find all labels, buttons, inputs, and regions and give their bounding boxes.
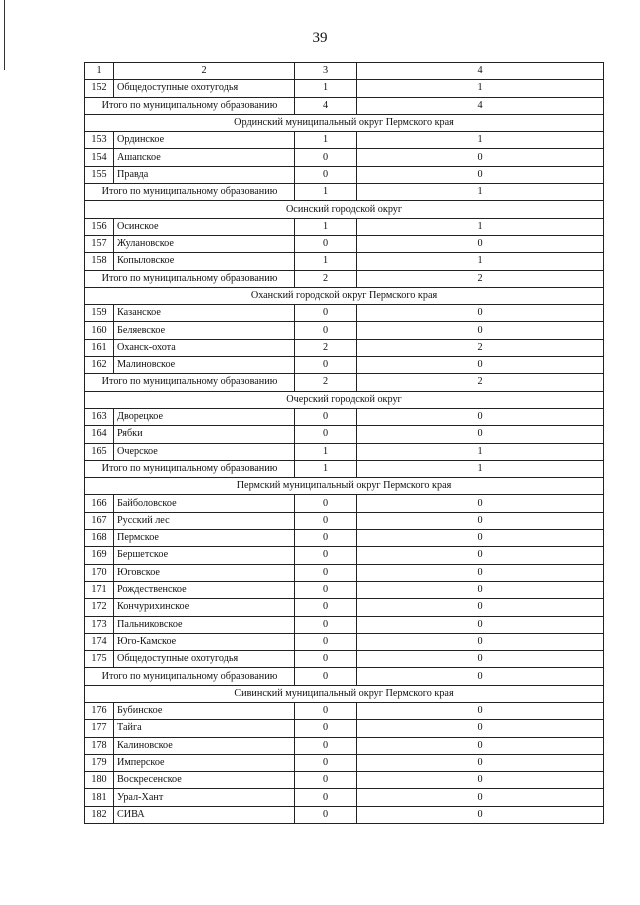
column-4-value-cell: 0 (357, 426, 604, 443)
hunting-ground-name-cell: Кончурихинское (114, 599, 295, 616)
section-header-row (85, 685, 604, 702)
hunting-ground-name-cell: Бубинское (114, 702, 295, 719)
row-number-cell: 173 (85, 616, 114, 633)
table-row (85, 702, 604, 719)
column-4-value-cell: 0 (357, 322, 604, 339)
column-3-value-cell: 0 (295, 616, 357, 633)
column-4-value-cell: 0 (357, 720, 604, 737)
table-row (85, 495, 604, 512)
row-number-cell: 152 (85, 80, 114, 97)
hunting-ground-name-cell: Юговское (114, 564, 295, 581)
header-cell: 1 (85, 63, 114, 80)
table-row (85, 132, 604, 149)
row-number-cell: 171 (85, 581, 114, 598)
row-number-cell: 175 (85, 651, 114, 668)
hunting-ground-name-cell: Жулановское (114, 235, 295, 252)
row-number-cell: 172 (85, 599, 114, 616)
section-header-row (85, 287, 604, 304)
row-number-cell: 164 (85, 426, 114, 443)
column-3-value-cell: 2 (295, 339, 357, 356)
section-title-cell: Очерский городской округ (85, 391, 604, 408)
total-row (85, 184, 604, 201)
row-number-cell: 169 (85, 547, 114, 564)
row-number-cell: 156 (85, 218, 114, 235)
row-number-cell: 180 (85, 772, 114, 789)
section-header-row (85, 201, 604, 218)
column-3-value-cell: 0 (295, 564, 357, 581)
column-3-value-cell: 1 (295, 443, 357, 460)
column-3-value-cell: 0 (295, 235, 357, 252)
column-3-value-cell: 1 (295, 218, 357, 235)
header-cell: 4 (357, 63, 604, 80)
total-column-3-cell: 1 (295, 184, 357, 201)
column-4-value-cell: 0 (357, 357, 604, 374)
row-number-cell: 168 (85, 530, 114, 547)
section-header-row (85, 391, 604, 408)
hunting-grounds-table (84, 62, 604, 824)
column-3-value-cell: 0 (295, 720, 357, 737)
column-4-value-cell: 0 (357, 599, 604, 616)
column-4-value-cell: 0 (357, 702, 604, 719)
table-row (85, 754, 604, 771)
table-row (85, 149, 604, 166)
section-title-cell: Сивинский муниципальный округ Пермского края (85, 685, 604, 702)
section-title-cell: Оханский городской округ Пермского края (85, 287, 604, 304)
total-column-4-cell: 1 (357, 184, 604, 201)
total-label-cell: Итого по муниципальному образованию (85, 97, 295, 114)
table-row (85, 599, 604, 616)
total-column-3-cell: 1 (295, 460, 357, 477)
table-row (85, 789, 604, 806)
hunting-ground-name-cell: Осинское (114, 218, 295, 235)
column-3-value-cell: 0 (295, 426, 357, 443)
table-row (85, 305, 604, 322)
total-label-cell: Итого по муниципальному образованию (85, 374, 295, 391)
row-number-cell: 165 (85, 443, 114, 460)
table-row (85, 357, 604, 374)
hunting-ground-name-cell: Пальниковское (114, 616, 295, 633)
row-number-cell: 166 (85, 495, 114, 512)
hunting-ground-name-cell: Имперское (114, 754, 295, 771)
table-row (85, 426, 604, 443)
column-3-value-cell: 0 (295, 599, 357, 616)
table-row (85, 322, 604, 339)
total-label-cell: Итого по муниципальному образованию (85, 270, 295, 287)
column-3-value-cell: 0 (295, 357, 357, 374)
column-4-value-cell: 0 (357, 235, 604, 252)
column-3-value-cell: 1 (295, 253, 357, 270)
total-column-4-cell: 4 (357, 97, 604, 114)
column-3-value-cell: 0 (295, 806, 357, 823)
row-number-cell: 176 (85, 702, 114, 719)
row-number-cell: 159 (85, 305, 114, 322)
hunting-ground-name-cell: Русский лес (114, 512, 295, 529)
hunting-ground-name-cell: Пермское (114, 530, 295, 547)
column-4-value-cell: 0 (357, 806, 604, 823)
table-row (85, 339, 604, 356)
column-3-value-cell: 0 (295, 737, 357, 754)
total-label-cell: Итого по муниципальному образованию (85, 460, 295, 477)
column-4-value-cell: 0 (357, 512, 604, 529)
row-number-cell: 179 (85, 754, 114, 771)
row-number-cell: 174 (85, 633, 114, 650)
hunting-ground-name-cell: Правда (114, 166, 295, 183)
column-3-value-cell: 0 (295, 512, 357, 529)
column-4-value-cell: 0 (357, 305, 604, 322)
total-label-cell: Итого по муниципальному образованию (85, 668, 295, 685)
hunting-ground-name-cell: Калиновское (114, 737, 295, 754)
table-row (85, 530, 604, 547)
total-column-3-cell: 2 (295, 270, 357, 287)
table-row (85, 253, 604, 270)
hunting-ground-name-cell: Общедоступные охотугодья (114, 651, 295, 668)
table-row (85, 564, 604, 581)
column-3-value-cell: 0 (295, 789, 357, 806)
column-3-value-cell: 0 (295, 149, 357, 166)
column-3-value-cell: 0 (295, 581, 357, 598)
column-3-value-cell: 1 (295, 80, 357, 97)
total-column-4-cell: 1 (357, 460, 604, 477)
column-3-value-cell: 0 (295, 305, 357, 322)
column-4-value-cell: 1 (357, 253, 604, 270)
row-number-cell: 160 (85, 322, 114, 339)
hunting-ground-name-cell: Рождественское (114, 581, 295, 598)
table-row (85, 633, 604, 650)
column-4-value-cell: 0 (357, 166, 604, 183)
total-row (85, 270, 604, 287)
column-3-value-cell: 0 (295, 702, 357, 719)
total-column-3-cell: 0 (295, 668, 357, 685)
hunting-ground-name-cell: Дворецкое (114, 408, 295, 425)
table-body (85, 63, 604, 824)
column-4-value-cell: 0 (357, 616, 604, 633)
table-row (85, 218, 604, 235)
hunting-ground-name-cell: Юго-Камское (114, 633, 295, 650)
table-row (85, 408, 604, 425)
column-3-value-cell: 0 (295, 530, 357, 547)
row-number-cell: 153 (85, 132, 114, 149)
row-number-cell: 158 (85, 253, 114, 270)
page-number: 39 (312, 30, 328, 46)
hunting-ground-name-cell: Оханск-охота (114, 339, 295, 356)
column-4-value-cell: 2 (357, 339, 604, 356)
column-4-value-cell: 0 (357, 149, 604, 166)
column-4-value-cell: 0 (357, 581, 604, 598)
column-3-value-cell: 0 (295, 408, 357, 425)
row-number-cell: 155 (85, 166, 114, 183)
total-column-4-cell: 2 (357, 374, 604, 391)
table-header-row (85, 63, 604, 80)
row-number-cell: 178 (85, 737, 114, 754)
row-number-cell: 163 (85, 408, 114, 425)
column-4-value-cell: 0 (357, 754, 604, 771)
row-number-cell: 182 (85, 806, 114, 823)
hunting-ground-name-cell: Беляевское (114, 322, 295, 339)
column-4-value-cell: 0 (357, 789, 604, 806)
header-cell: 2 (114, 63, 295, 80)
total-column-3-cell: 2 (295, 374, 357, 391)
column-4-value-cell: 0 (357, 408, 604, 425)
total-column-4-cell: 0 (357, 668, 604, 685)
column-4-value-cell: 1 (357, 132, 604, 149)
hunting-ground-name-cell: Ординское (114, 132, 295, 149)
hunting-ground-name-cell: Байболовское (114, 495, 295, 512)
table-row (85, 235, 604, 252)
table-row (85, 166, 604, 183)
hunting-ground-name-cell: Воскресенское (114, 772, 295, 789)
total-column-3-cell: 4 (295, 97, 357, 114)
total-column-4-cell: 2 (357, 270, 604, 287)
total-row (85, 374, 604, 391)
section-title-cell: Пермский муниципальный округ Пермского края (85, 478, 604, 495)
total-label-cell: Итого по муниципальному образованию (85, 184, 295, 201)
row-number-cell: 170 (85, 564, 114, 581)
row-number-cell: 161 (85, 339, 114, 356)
table-row (85, 512, 604, 529)
column-4-value-cell: 0 (357, 495, 604, 512)
hunting-ground-name-cell: Ашапское (114, 149, 295, 166)
table-row (85, 443, 604, 460)
column-3-value-cell: 0 (295, 633, 357, 650)
hunting-ground-name-cell: Казанское (114, 305, 295, 322)
column-4-value-cell: 0 (357, 737, 604, 754)
hunting-ground-name-cell: Общедоступные охотугодья (114, 80, 295, 97)
row-number-cell: 154 (85, 149, 114, 166)
hunting-ground-name-cell: Рябки (114, 426, 295, 443)
row-number-cell: 177 (85, 720, 114, 737)
table-row (85, 547, 604, 564)
table-row (85, 80, 604, 97)
section-title-cell: Осинский городской округ (85, 201, 604, 218)
column-4-value-cell: 1 (357, 443, 604, 460)
header-cell: 3 (295, 63, 357, 80)
table-row (85, 720, 604, 737)
column-3-value-cell: 0 (295, 754, 357, 771)
total-row (85, 668, 604, 685)
hunting-ground-name-cell: СИВА (114, 806, 295, 823)
total-row (85, 97, 604, 114)
column-3-value-cell: 0 (295, 322, 357, 339)
column-4-value-cell: 0 (357, 564, 604, 581)
column-3-value-cell: 0 (295, 166, 357, 183)
table-row (85, 737, 604, 754)
column-4-value-cell: 1 (357, 218, 604, 235)
column-3-value-cell: 1 (295, 132, 357, 149)
section-header-row (85, 114, 604, 131)
column-3-value-cell: 0 (295, 772, 357, 789)
column-3-value-cell: 0 (295, 547, 357, 564)
column-4-value-cell: 1 (357, 80, 604, 97)
row-number-cell: 157 (85, 235, 114, 252)
total-row (85, 460, 604, 477)
hunting-ground-name-cell: Малиновское (114, 357, 295, 374)
section-header-row (85, 478, 604, 495)
row-number-cell: 167 (85, 512, 114, 529)
column-3-value-cell: 0 (295, 495, 357, 512)
table-row (85, 581, 604, 598)
hunting-ground-name-cell: Бершетское (114, 547, 295, 564)
hunting-ground-name-cell: Очерское (114, 443, 295, 460)
column-4-value-cell: 0 (357, 651, 604, 668)
column-4-value-cell: 0 (357, 633, 604, 650)
row-number-cell: 181 (85, 789, 114, 806)
hunting-ground-name-cell: Тайга (114, 720, 295, 737)
row-number-cell: 162 (85, 357, 114, 374)
section-title-cell: Ординский муниципальный округ Пермского края (85, 114, 604, 131)
table-row (85, 616, 604, 633)
column-4-value-cell: 0 (357, 772, 604, 789)
hunting-ground-name-cell: Копыловское (114, 253, 295, 270)
table-row (85, 651, 604, 668)
column-3-value-cell: 0 (295, 651, 357, 668)
table-row (85, 806, 604, 823)
hunting-ground-name-cell: Урал-Хант (114, 789, 295, 806)
table-row (85, 772, 604, 789)
column-4-value-cell: 0 (357, 530, 604, 547)
column-4-value-cell: 0 (357, 547, 604, 564)
